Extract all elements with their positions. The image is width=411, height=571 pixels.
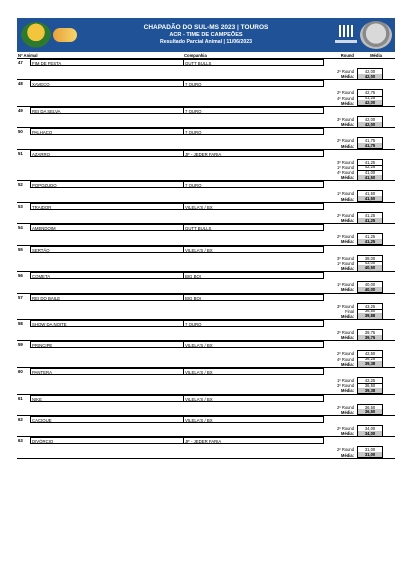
entry-row <box>17 437 395 444</box>
company-name: BIG BOI <box>184 294 324 301</box>
animal-entry <box>17 80 395 107</box>
animal-entry <box>17 272 395 293</box>
animal-name: XAVECO <box>30 80 184 87</box>
animal-number: 48 <box>18 81 23 87</box>
animal-name: COMETA <box>30 272 184 279</box>
round-score: 40,00 <box>357 281 383 288</box>
col-media: Média <box>370 53 382 58</box>
media-row <box>17 314 395 319</box>
animal-name: DIVÓRCIO <box>30 437 184 444</box>
animal-number: 49 <box>18 107 23 113</box>
company-name: 7 OURO <box>184 80 324 87</box>
animal-number: 57 <box>18 294 23 300</box>
round-label: 3º Round <box>337 116 354 122</box>
round-score: 41,25 <box>357 95 383 101</box>
round-label: 1º Round <box>337 378 354 383</box>
media-row <box>17 266 395 271</box>
animal-number: 52 <box>18 182 23 188</box>
animal-number: 61 <box>18 395 23 401</box>
media-row <box>17 287 395 292</box>
media-row <box>17 122 395 127</box>
animal-name: FIM DE FESTA <box>30 59 184 66</box>
animal-number: 60 <box>18 369 23 374</box>
round-score: 41,50 <box>357 190 383 197</box>
round-score: 36,50 <box>357 383 383 389</box>
animal-entry <box>17 246 395 273</box>
animal-name: AMENDOIM <box>30 224 184 231</box>
event-logo-icon <box>53 28 77 42</box>
round-label: 2º Round <box>337 234 354 240</box>
media-label: Média: <box>341 431 354 437</box>
company-name: 7 OURO <box>184 181 324 188</box>
round-score: 41,25 <box>357 212 383 219</box>
round-label: 2º Round <box>337 138 354 144</box>
round-score: 41,25 <box>357 233 383 240</box>
company-name: BIG BOI <box>184 272 324 279</box>
media-row <box>17 144 395 149</box>
media-row <box>17 101 395 106</box>
round-label: 1º Round <box>337 282 354 288</box>
animal-entry <box>17 128 395 149</box>
company-name: VILELA'S / BX <box>184 416 324 423</box>
company-name: JF - JEDER FARIA <box>184 150 324 157</box>
animal-name: POPOZUDO <box>30 181 184 188</box>
animal-entry <box>17 437 395 458</box>
media-score: 39,88 <box>357 313 383 319</box>
media-score: 39,75 <box>357 335 383 341</box>
round-label: 2º Round <box>337 330 354 336</box>
round-label: 4º Round <box>337 95 354 101</box>
rodeo-seal-icon <box>360 21 392 49</box>
media-label: Média: <box>341 143 354 149</box>
animal-entry <box>17 416 395 437</box>
company-name: VILELA'S / BX <box>184 203 324 210</box>
media-label: Média: <box>341 218 354 223</box>
organizer-logo-icon <box>335 23 357 47</box>
company-name: 7 OURO <box>184 107 324 114</box>
media-score: 42,00 <box>357 100 383 106</box>
animal-number: 59 <box>18 342 23 348</box>
animal-entry <box>17 294 395 321</box>
round-label: 4º Round <box>337 356 354 362</box>
entry-row <box>17 395 395 402</box>
media-score: 39,38 <box>357 361 383 367</box>
round-score: 42,00 <box>357 68 383 75</box>
round-score: 42,75 <box>357 89 383 96</box>
company-name: VILELA'S / BX <box>184 246 324 253</box>
col-animal: Nº Animal <box>18 53 38 58</box>
animal-entry <box>17 181 395 202</box>
media-score: 40,50 <box>357 265 383 271</box>
entry-row <box>17 224 395 231</box>
header-banner <box>17 18 395 52</box>
page-title: CHAPADÃO DO SUL-MS 2023 | TOUROS <box>143 24 269 31</box>
media-label: Média: <box>341 175 354 181</box>
media-label: Média: <box>341 100 354 106</box>
entry-row <box>17 272 395 279</box>
round-label: 2º Round <box>337 447 354 453</box>
animal-number: 55 <box>18 246 23 252</box>
media-label: Média: <box>341 287 354 293</box>
round-score: 41,25 <box>357 159 383 166</box>
round-label: Final <box>345 308 354 314</box>
animal-number: 58 <box>18 321 23 327</box>
round-score: 38,00 <box>357 255 383 262</box>
media-row <box>17 388 395 393</box>
page-subtitle: ACR - TIME DE CAMPEÕES <box>169 32 243 38</box>
col-company: Companhia <box>184 53 207 58</box>
media-label: Média: <box>341 313 354 319</box>
animal-entry <box>17 341 395 368</box>
entry-row <box>17 416 395 423</box>
round-label: 3º Round <box>337 383 354 389</box>
company-name: 7 OURO <box>184 320 324 327</box>
media-score: 42,00 <box>357 122 383 128</box>
media-score: 41,50 <box>357 196 383 202</box>
round-score: 42,00 <box>357 116 383 123</box>
expo-logo-icon <box>21 22 51 48</box>
company-name: VILELA'S / BX <box>184 341 324 348</box>
entry-row <box>17 107 395 114</box>
media-label: Média: <box>341 452 354 458</box>
animal-number: 50 <box>18 129 23 135</box>
animal-name: REI DA SELVA <box>30 107 184 114</box>
round-score: 36,25 <box>357 356 383 362</box>
entry-row <box>17 128 395 135</box>
animal-entry <box>17 107 395 128</box>
media-row <box>17 362 395 367</box>
round-score: 34,00 <box>357 425 383 432</box>
media-row <box>17 218 395 223</box>
round-score: 39,75 <box>357 329 383 336</box>
round-label: 4º Round <box>337 170 354 176</box>
media-score: 36,50 <box>357 409 383 415</box>
media-score: 41,25 <box>357 218 383 224</box>
media-row <box>17 410 395 415</box>
round-label: 2º Round <box>337 212 354 218</box>
round-label: 3º Round <box>337 159 354 165</box>
round-label: 2º Round <box>337 90 354 96</box>
entry-row <box>17 368 395 375</box>
company-name: 7 OURO <box>184 128 324 135</box>
company-name: GUTT BULLS <box>184 59 324 66</box>
animal-entry <box>17 203 395 224</box>
round-score: 36,50 <box>357 404 383 411</box>
round-score: 43,00 <box>357 260 383 266</box>
media-score: 41,75 <box>357 143 383 149</box>
media-row <box>17 431 395 436</box>
round-label: 2º Round <box>337 425 354 431</box>
media-label: Média: <box>341 335 354 341</box>
company-name: GUTT BULLS <box>184 224 324 231</box>
entry-row <box>17 294 395 301</box>
animal-entry <box>17 59 395 80</box>
round-score: 41,00 <box>357 170 383 176</box>
animal-name: PALHAÇO <box>30 128 184 135</box>
entry-row <box>17 341 395 348</box>
company-name: JF - JEDER FARIA <box>184 437 324 444</box>
media-score: 40,00 <box>357 287 383 293</box>
round-score: 31,00 <box>357 446 383 453</box>
animal-number: 56 <box>18 273 23 279</box>
round-score: 42,25 <box>357 164 383 170</box>
entry-row <box>17 150 395 157</box>
round-label: 1º Round <box>337 191 354 197</box>
media-label: Média: <box>341 74 354 80</box>
media-label: Média: <box>341 388 354 394</box>
animal-name: CACIQUE <box>30 416 184 423</box>
media-score: 34,00 <box>357 431 383 437</box>
animal-name: PANTERA <box>30 368 184 375</box>
entry-row <box>17 59 395 66</box>
media-row <box>17 239 395 244</box>
animal-number: 51 <box>18 150 23 156</box>
entry-row <box>17 80 395 87</box>
media-label: Média: <box>341 409 354 415</box>
media-label: Média: <box>341 239 354 245</box>
round-label: 1º Round <box>337 164 354 170</box>
round-score: 43,25 <box>357 303 383 310</box>
animal-name: AZARRO <box>30 150 184 157</box>
round-label: 2º Round <box>337 69 354 74</box>
round-label: 3º Round <box>337 303 354 309</box>
round-label: 1º Round <box>337 260 354 266</box>
company-name: VILELA'S / BX <box>184 395 324 402</box>
media-row <box>17 175 395 180</box>
entry-row <box>17 320 395 327</box>
media-row <box>17 453 395 458</box>
entry-row <box>17 246 395 253</box>
animal-entry <box>17 320 395 341</box>
col-round: Round <box>340 53 354 58</box>
media-score: 39,38 <box>357 388 383 394</box>
media-score: 41,50 <box>357 175 383 181</box>
round-score: 42,25 <box>357 377 383 384</box>
media-label: Média: <box>341 265 354 271</box>
media-row <box>17 197 395 202</box>
animal-name: TRAIDOR <box>30 203 184 210</box>
results-page <box>17 18 395 459</box>
animal-entry <box>17 150 395 182</box>
media-label: Média: <box>341 361 354 367</box>
animal-number: 62 <box>18 416 23 422</box>
animal-entry <box>17 368 395 395</box>
animal-number: 47 <box>18 60 23 65</box>
company-name: VILELA'S / BX <box>184 368 324 375</box>
round-label: 2º Round <box>337 351 354 357</box>
column-header <box>17 52 395 59</box>
media-score: 31,00 <box>357 452 383 458</box>
animal-number: 53 <box>18 203 23 209</box>
animal-name: SERTÃO <box>30 246 184 253</box>
media-row <box>17 335 395 340</box>
animal-name: SHOW DA NOITE <box>30 320 184 327</box>
round-score: 36,50 <box>357 308 383 314</box>
entry-row <box>17 203 395 210</box>
media-score: 41,25 <box>357 239 383 245</box>
media-label: Média: <box>341 122 354 128</box>
animal-name: REI DO BAILE <box>30 294 184 301</box>
round-score: 42,50 <box>357 350 383 357</box>
animal-name: NIKE <box>30 395 184 402</box>
round-label: 2º Round <box>337 404 354 410</box>
round-score: 41,75 <box>357 137 383 144</box>
animal-number: 54 <box>18 225 23 231</box>
result-label: Resultado Parcial Animal | 11/06/2023 <box>159 39 253 45</box>
animal-entry <box>17 395 395 416</box>
entry-row <box>17 181 395 188</box>
media-row <box>17 74 395 79</box>
animal-entry <box>17 224 395 245</box>
animal-number: 63 <box>18 438 23 444</box>
media-score: 42,00 <box>357 74 383 80</box>
animal-name: PRINCIPE <box>30 341 184 348</box>
round-label: 3º Round <box>337 255 354 261</box>
entries-list <box>17 59 395 459</box>
media-label: Média: <box>341 196 354 202</box>
